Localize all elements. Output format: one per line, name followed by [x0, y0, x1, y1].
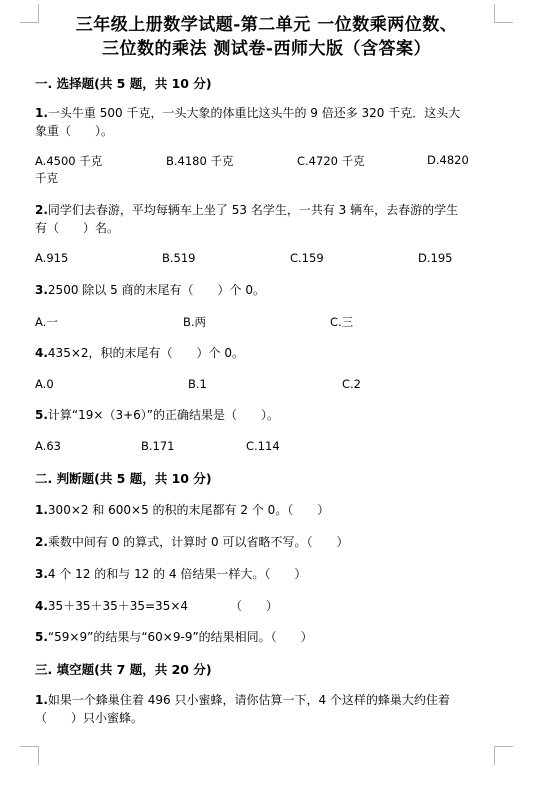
option-c: C.114: [246, 439, 280, 453]
option-d: D.195: [418, 251, 453, 265]
question-text: [35, 406, 279, 423]
question-text: [35, 628, 313, 645]
option-b: B.171: [141, 439, 175, 453]
question-line: 计算“19×（3+6）”的正确结果是（ ）。: [47, 408, 280, 422]
question-line: 有（ ）名。: [35, 221, 120, 235]
question-number: 5.: [35, 408, 48, 422]
question-line: 435×2，积的末尾有（ ）个 0。: [47, 346, 244, 360]
question-number: 4.: [35, 346, 48, 360]
question-line: 乘数中间有 0 的算式，计算时 0 可以省略不写。（ ）: [47, 535, 349, 549]
question-text: [35, 565, 306, 582]
option-a: A.63: [35, 439, 61, 453]
question-line: 同学们去春游，平均每辆车上坐了 53 名学生，一共有 3 辆车，去春游的学生: [47, 203, 459, 217]
question-number: 4.: [35, 599, 48, 613]
question-line: 象重（ ）。: [35, 124, 114, 138]
question-number: 2.: [35, 203, 48, 217]
question-text: [35, 201, 458, 218]
question-line: 300×2 和 600×5 的积的末尾都有 2 个 0。（ ）: [47, 503, 330, 517]
option-a: A.4500 千克: [35, 154, 103, 168]
option-b: B.519: [162, 251, 196, 265]
option-c: C.2: [342, 377, 362, 391]
section-heading: 二. 判断题(共 5 题，共 10 分): [35, 471, 212, 486]
question-line: （ ）只小蜜蜂。: [35, 711, 144, 725]
question-number: 3.: [35, 567, 48, 581]
option-b: B.两: [183, 315, 207, 329]
question-number: 5.: [35, 630, 48, 644]
question-number: 1.: [35, 106, 48, 120]
question-number: 1.: [35, 693, 48, 707]
option-a: A.915: [35, 251, 69, 265]
option-a: A.0: [35, 377, 54, 391]
question-text: [35, 344, 244, 361]
option-d: D.4820: [427, 153, 469, 167]
option-d-wrap: 千克: [35, 171, 58, 185]
option-c: C.4720 千克: [297, 154, 365, 168]
question-text: [35, 597, 278, 614]
question-number: 1.: [35, 503, 48, 517]
section-heading: 三. 填空题(共 7 题，共 20 分): [35, 662, 212, 677]
option-b: B.1: [188, 377, 207, 391]
page-corner-mark: [20, 746, 39, 765]
question-line: 如果一个蜂巢住着 496 只小蜜蜂，请你估算一下，4 个这样的蜂巢大约住着: [47, 693, 450, 707]
document-title-line2: 三位数的乘法 测试卷-西师大版（含答案）: [102, 39, 431, 59]
option-c: C.三: [330, 315, 354, 329]
question-text: [35, 691, 450, 708]
question-line: 4 个 12 的和与 12 的 4 倍结果一样大。（ ）: [47, 567, 307, 581]
section-heading: 一. 选择题(共 5 题，共 10 分): [35, 76, 212, 91]
question-text: [35, 533, 348, 550]
question-line: 一头牛重 500 千克，一头大象的体重比这头牛的 9 倍还多 320 千克．这头大: [47, 106, 461, 120]
option-a: A.一: [35, 315, 58, 329]
question-text: [35, 281, 265, 298]
question-text: [35, 501, 329, 518]
question-number: 3.: [35, 283, 48, 297]
question-text: [35, 104, 460, 121]
page-corner-mark: [494, 746, 513, 765]
question-line: “59×9”的结果与“60×9-9”的结果相同。（ ）: [47, 630, 313, 644]
question-line: 35＋35＋35＋35=35×4 （ ）: [47, 599, 279, 613]
question-line: 2500 除以 5 商的末尾有（ ）个 0。: [47, 283, 265, 297]
option-c: C.159: [290, 251, 324, 265]
question-number: 2.: [35, 535, 48, 549]
option-b: B.4180 千克: [166, 154, 234, 168]
document-title-line1: 三年级上册数学试题-第二单元 一位数乘两位数、: [75, 15, 458, 35]
